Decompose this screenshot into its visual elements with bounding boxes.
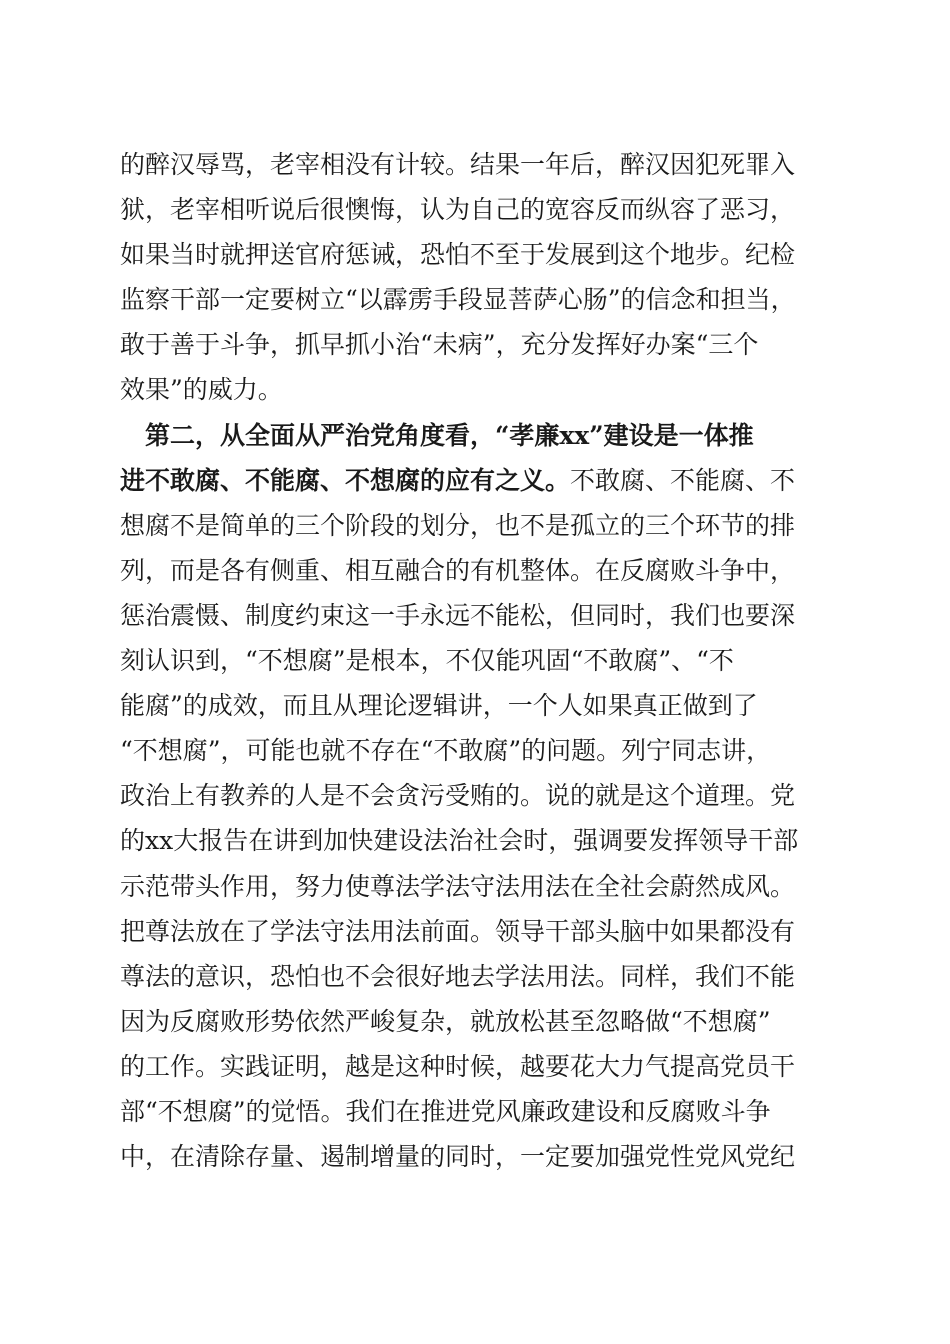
- paragraph-text-start: 不敢腐、不能腐、不: [570, 465, 796, 495]
- text-line: 的醉汉辱骂，老宰相没有计较。结果一年后，醉汉因犯死罪入: [120, 150, 796, 179]
- text-line: 刻认识到，“不想腐”是根本，不仅能巩固“不敢腐”、“不: [120, 646, 734, 676]
- text-line: 效果”的威力。: [120, 375, 283, 405]
- text-line: 监察干部一定要树立“以霹雳手段显菩萨心肠”的信念和担当，: [120, 285, 796, 315]
- text-line: 因为反腐败形势依然严峻复杂，就放松甚至忽略做“不想腐”: [120, 1006, 771, 1036]
- text-line: 列，而是各有侧重、相互融合的有机整体。在反腐败斗争中，: [120, 555, 796, 585]
- text-line: 惩治震慑、制度约束这一手永远不能松，但同时，我们也要深: [120, 600, 796, 630]
- paragraph-heading-line: 第二，从全面从严治党角度看，“孝廉xx”建设是一体推: [120, 420, 754, 450]
- text-line: 如果当时就押送官府惩诫，恐怕不至于发展到这个地步。纪检: [120, 240, 796, 270]
- text-line: 想腐不是简单的三个阶段的划分，也不是孤立的三个环节的排: [120, 510, 796, 540]
- text-line: 能腐”的成效，而且从理论逻辑讲，一个人如果真正做到了: [120, 691, 758, 721]
- text-line: 把尊法放在了学法守法用法前面。领导干部头脑中如果都没有: [120, 916, 796, 946]
- text-line: 的工作。实践证明，越是这种时候，越要花大力气提高党员干: [120, 1051, 796, 1081]
- text-line: 的xx大报告在讲到加快建设法治社会时，强调要发挥领导干部: [120, 826, 799, 856]
- text-line: [120, 458, 832, 503]
- text-line: 政治上有教养的人是不会贪污受贿的。说的就是这个道理。党: [120, 781, 796, 811]
- text-line: 示范带头作用，努力使尊法学法守法用法在全社会蔚然成风。: [120, 871, 796, 901]
- text-line: 部“不想腐”的觉悟。我们在推进党风廉政建设和反腐败斗争: [120, 1096, 771, 1126]
- body-text: [120, 142, 832, 1179]
- text-line: “不想腐”，可能也就不存在“不敢腐”的问题。列宁同志讲，: [120, 736, 772, 766]
- text-line: 尊法的意识，恐怕也不会很好地去学法用法。同样，我们不能: [120, 961, 796, 991]
- paragraph-heading-end: 进不敢腐、不能腐、不想腐的应有之义。: [120, 465, 571, 495]
- text-line: 中，在清除存量、遏制增量的同时，一定要加强党性党风党纪: [120, 1142, 796, 1172]
- text-line: 狱，老宰相听说后很懊悔，认为自己的宽容反而纵容了恶习，: [120, 195, 796, 225]
- text-line: 敢于善于斗争，抓早抓小治“未病”，充分发挥好办案“三个: [120, 330, 759, 360]
